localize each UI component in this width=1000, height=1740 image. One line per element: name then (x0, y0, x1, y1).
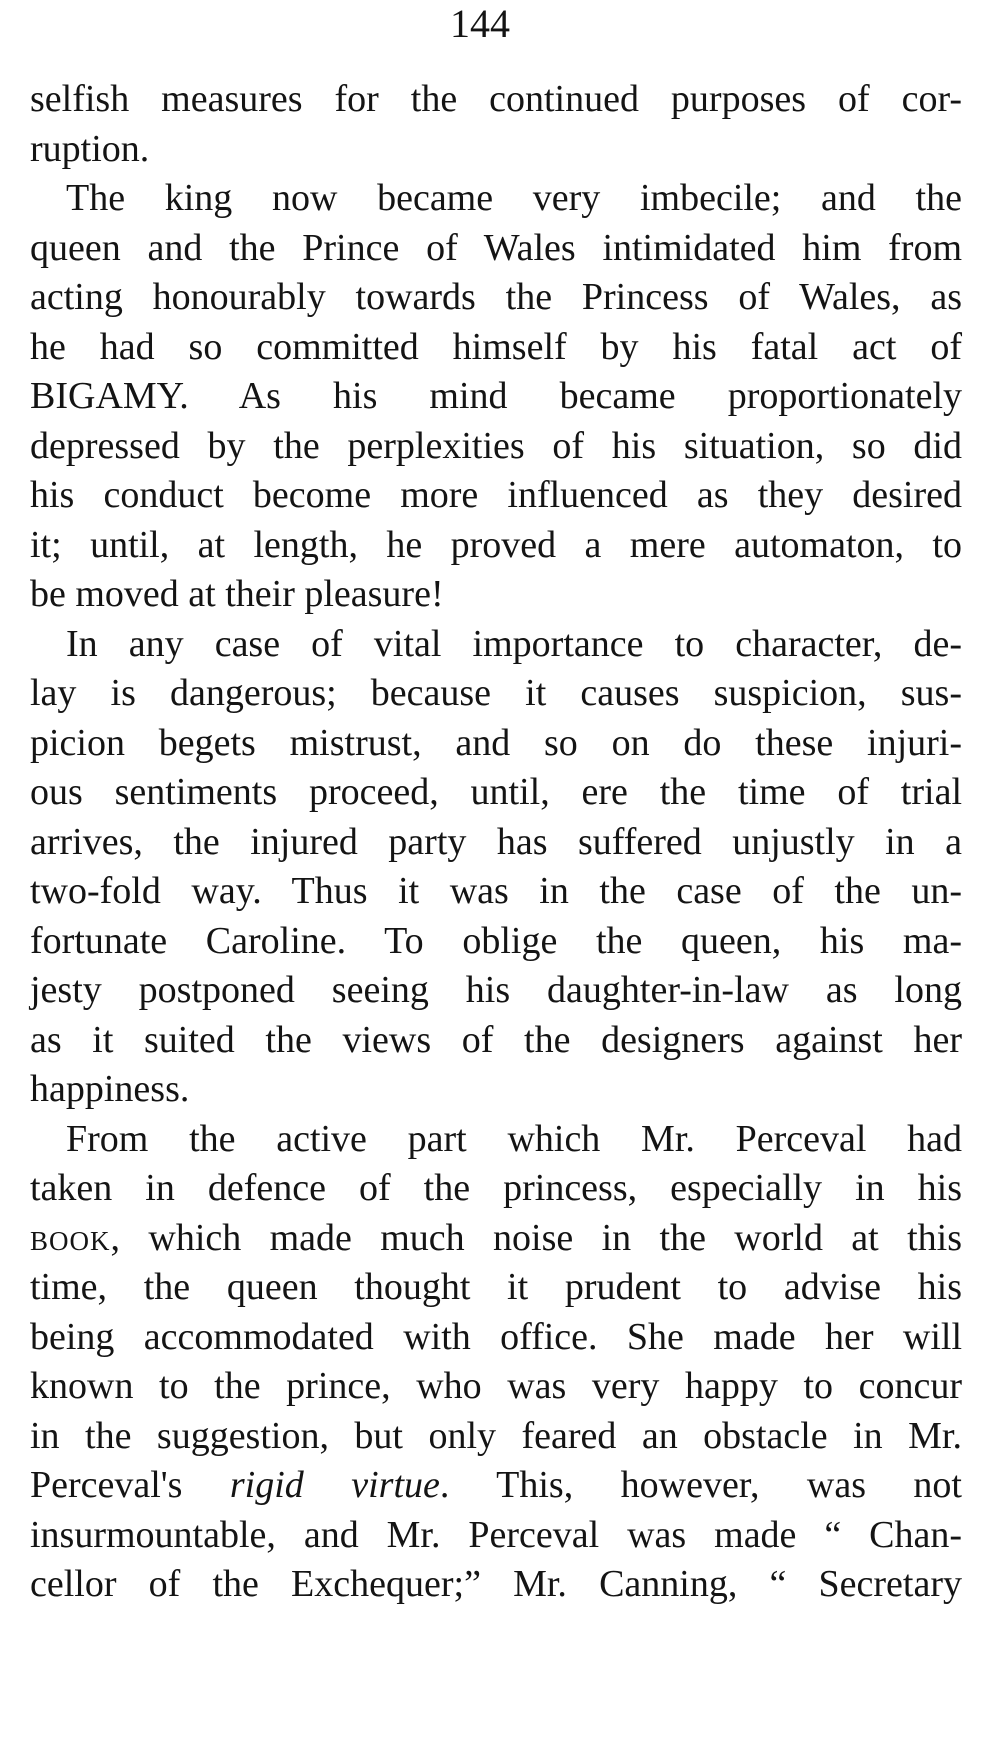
text-segment: . This, however, was not (439, 1464, 962, 1506)
text-line: his conduct become more influenced as they desired (30, 474, 962, 516)
text-line: being accommodated with office. She made her will (30, 1315, 962, 1358)
book-smallcaps-word: book (30, 1216, 111, 1259)
text-line: picion begets mistrust, and so on do these injuri- (30, 721, 962, 764)
text-line: In any case of vital importance to character, de- (66, 622, 962, 665)
text-line: known to the prince, who was very happy to concur (30, 1365, 962, 1407)
text-line: From the active part which Mr. Perceval had (66, 1117, 962, 1160)
text-line: taken in defence of the princess, especially in his (30, 1167, 962, 1209)
text-line: he had so committed himself by his fatal act of (30, 325, 962, 368)
text-line: fortunate Caroline. To oblige the queen, his ma- (30, 919, 962, 962)
text-line (30, 1461, 962, 1511)
text-line: two-fold way. Thus it was in the case of the un- (30, 870, 962, 912)
text-line: depressed by the perplexities of his situation, so did (30, 424, 962, 467)
paragraph (30, 1115, 962, 1610)
text-line: selfish measures for the continued purposes of cor- (30, 78, 962, 120)
text-segment: As his mind became proportionately (188, 375, 962, 417)
text-line: be moved at their pleasure! (30, 573, 444, 615)
text-line (30, 1214, 962, 1264)
paragraph (30, 75, 962, 174)
italic-phrase: rigid virtue (229, 1464, 440, 1506)
text-line: queen and the Prince of Wales intimidated him from (30, 226, 962, 269)
page-number: 144 (450, 1, 510, 46)
text-line: ruption. (30, 127, 150, 170)
bigamy-word: BIGAMY. (30, 375, 189, 417)
text-line: as it suited the views of the designers against her (30, 1018, 962, 1061)
text-line: in the suggestion, but only feared an obstacle in Mr. (30, 1414, 962, 1457)
text-segment: Perceval's (30, 1464, 230, 1506)
text-line: happiness. (30, 1068, 190, 1110)
text-line (30, 372, 962, 422)
text-line: it; until, at length, he proved a mere automaton, to (30, 523, 962, 566)
text-line: time, the queen thought it prudent to advise his (30, 1266, 962, 1308)
text-line: lay is dangerous; because it causes suspicion, sus- (30, 672, 962, 714)
paragraph (30, 620, 962, 1115)
text-line: arrives, the injured party has suffered unjustly in a (30, 820, 962, 863)
paragraph (30, 174, 962, 620)
text-line: The king now became very imbecile; and the (66, 177, 962, 219)
text-line: jesty postponed seeing his daughter-in-law as long (30, 969, 962, 1011)
text-line: cellor of the Exchequer;” Mr. Canning, “ Secretary (30, 1563, 962, 1605)
text-segment: , which made much noise in the world at this (110, 1216, 962, 1259)
text-line: insurmountable, and Mr. Perceval was made “ Chan- (30, 1513, 962, 1556)
body-text (30, 75, 962, 1610)
text-line: acting honourably towards the Princess of Wales, as (30, 276, 962, 318)
text-line: ous sentiments proceed, until, ere the time of trial (30, 771, 962, 813)
